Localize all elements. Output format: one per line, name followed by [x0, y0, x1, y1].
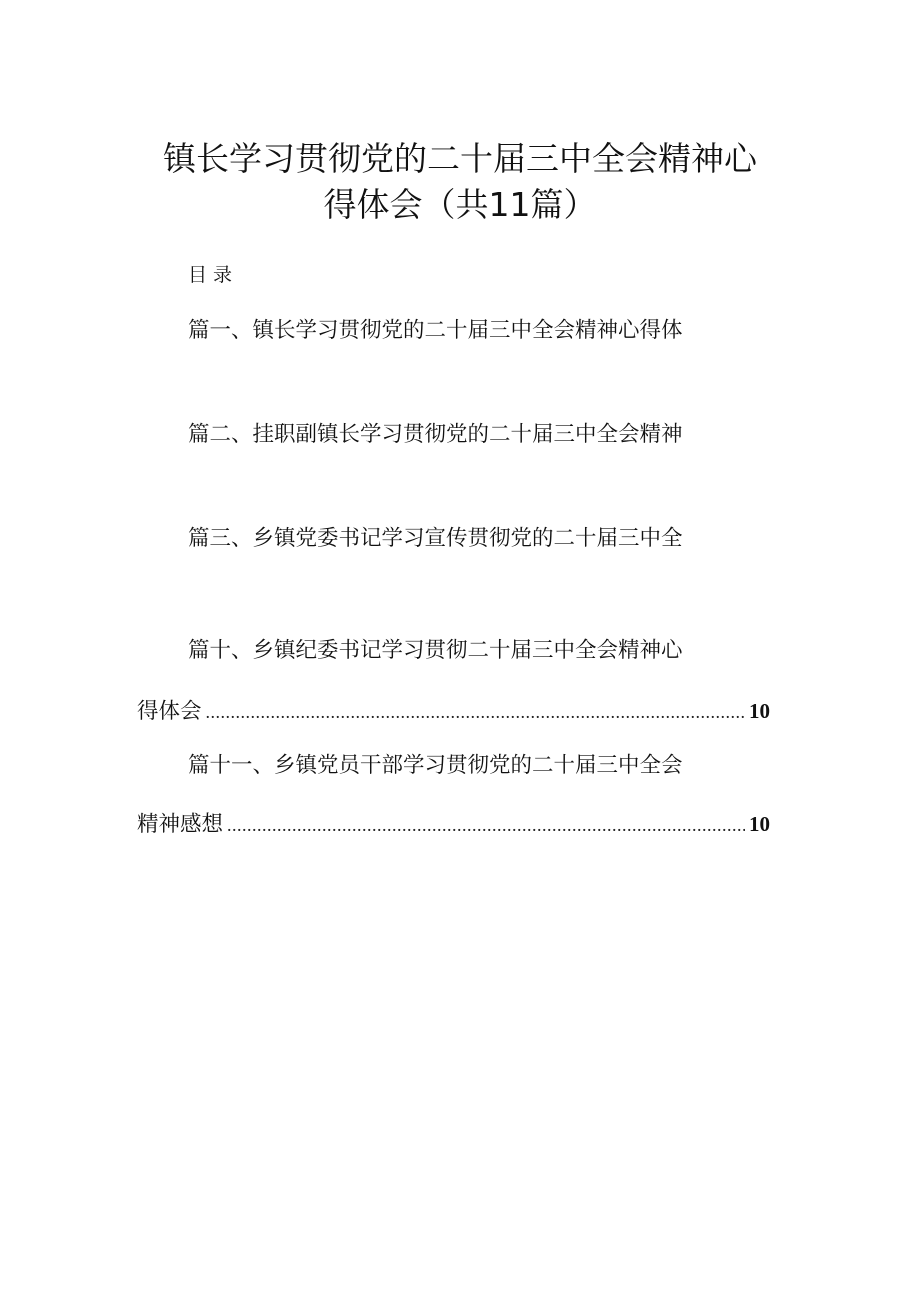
toc-entry-11[interactable]: 篇十一、乡镇党员干部学习贯彻党的二十届三中全会	[188, 753, 683, 778]
toc-entry-10-text: 得体会	[137, 699, 202, 724]
toc-entry-10-page-number: 10	[749, 699, 770, 723]
toc-entry-10[interactable]: 篇十、乡镇纪委书记学习贯彻二十届三中全会精神心	[188, 638, 683, 663]
document-title-line-2: 得体会（共11篇）	[323, 185, 597, 224]
toc-entry-11-text: 精神感想	[137, 812, 224, 837]
toc-entry-11-page-number: 10	[749, 812, 770, 836]
dot-leader	[227, 810, 745, 840]
toc-entry-10-continuation[interactable]	[137, 696, 770, 727]
toc-entry-11-continuation[interactable]	[137, 809, 770, 840]
toc-entry-1[interactable]: 篇一、镇长学习贯彻党的二十届三中全会精神心得体	[188, 318, 683, 343]
toc-entry-2[interactable]: 篇二、挂职副镇长学习贯彻党的二十届三中全会精神	[188, 422, 683, 447]
toc-entry-3[interactable]: 篇三、乡镇党委书记学习宣传贯彻党的二十届三中全	[188, 526, 683, 551]
document-title-line-1: 镇长学习贯彻党的二十届三中全会精神心	[163, 139, 757, 178]
dot-leader	[206, 697, 745, 727]
toc-heading: 目录	[188, 264, 239, 286]
